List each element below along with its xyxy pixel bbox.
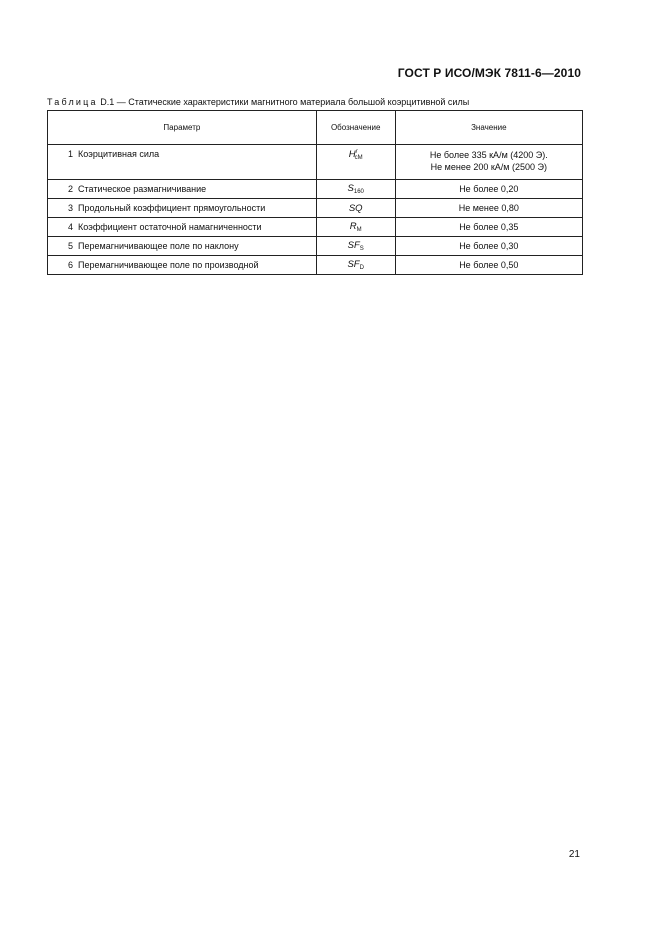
document-header: ГОСТ Р ИСО/МЭК 7811-6—2010 <box>397 66 581 80</box>
param-name: Коэффициент остаточной намагниченности <box>78 222 262 232</box>
param-cell <box>48 199 317 218</box>
value-cell: Не более 0,35 <box>395 218 582 237</box>
param-name: Продольный коэффициент прямоугольности <box>78 203 266 213</box>
row-number: 3 <box>68 203 74 213</box>
param-cell <box>48 180 317 199</box>
symbol-main: H <box>348 149 356 160</box>
table-row <box>48 218 583 237</box>
row-number: 6 <box>68 260 74 270</box>
page-number: 21 <box>568 849 580 860</box>
param-name: Перемагничивающее поле по производной <box>78 260 259 270</box>
caption-prefix: Таблица <box>47 97 98 107</box>
value-cell: Не более 0,50 <box>395 256 582 275</box>
table-row <box>48 180 583 199</box>
param-name: Статическое размагничивание <box>78 184 207 194</box>
param-cell <box>48 237 317 256</box>
symbol-cell <box>316 180 395 199</box>
value-cell: Не более 0,30 <box>395 237 582 256</box>
symbol-cell <box>316 199 395 218</box>
row-number: 2 <box>68 184 74 194</box>
value-cell: Не более 0,20 <box>395 180 582 199</box>
symbol-main: S <box>347 183 354 194</box>
caption-text: — Статические характеристики магнитного материала большой коэрцитивной силы <box>116 97 470 107</box>
header-parameter: Параметр <box>48 111 317 145</box>
param-cell <box>48 256 317 275</box>
row-number: 5 <box>68 241 74 251</box>
header-symbol: Обозначение <box>316 111 395 145</box>
symbol-main: SF <box>347 259 360 270</box>
symbol-main: R <box>349 221 357 232</box>
symbol-cell <box>316 256 395 275</box>
value-line: Не более 335 кА/м (4200 Э). <box>429 150 548 160</box>
symbol-cell <box>316 237 395 256</box>
row-number: 1 <box>68 149 74 159</box>
header-value: Значение <box>395 111 582 145</box>
param-name: Перемагничивающее поле по наклону <box>78 241 239 251</box>
symbol-sub: M <box>356 227 362 233</box>
symbol-main: SF <box>347 240 360 251</box>
symbol-cell <box>316 145 395 180</box>
symbol-sub: S <box>359 246 364 252</box>
value-cell: Не менее 0,80 <box>395 199 582 218</box>
caption-number: D.1 <box>100 97 115 107</box>
value-cell <box>395 145 582 180</box>
symbol-main: SQ <box>348 202 363 214</box>
table-header-row <box>48 111 583 145</box>
table-row <box>48 256 583 275</box>
row-number: 4 <box>68 222 74 232</box>
param-name: Коэрцитивная сила <box>78 149 160 159</box>
symbol-sub: cM <box>354 155 363 161</box>
table-row <box>48 145 583 180</box>
param-cell <box>48 218 317 237</box>
value-line: Не менее 200 кА/м (2500 Э) <box>430 162 547 172</box>
param-cell <box>48 145 317 180</box>
symbol-cell <box>316 218 395 237</box>
characteristics-table <box>47 110 583 275</box>
table-row <box>48 237 583 256</box>
symbol-sub: 160 <box>353 189 364 195</box>
symbol-sup: r <box>355 149 358 155</box>
table-row <box>48 199 583 218</box>
symbol-sub: D <box>359 265 364 271</box>
table-caption <box>47 97 587 107</box>
